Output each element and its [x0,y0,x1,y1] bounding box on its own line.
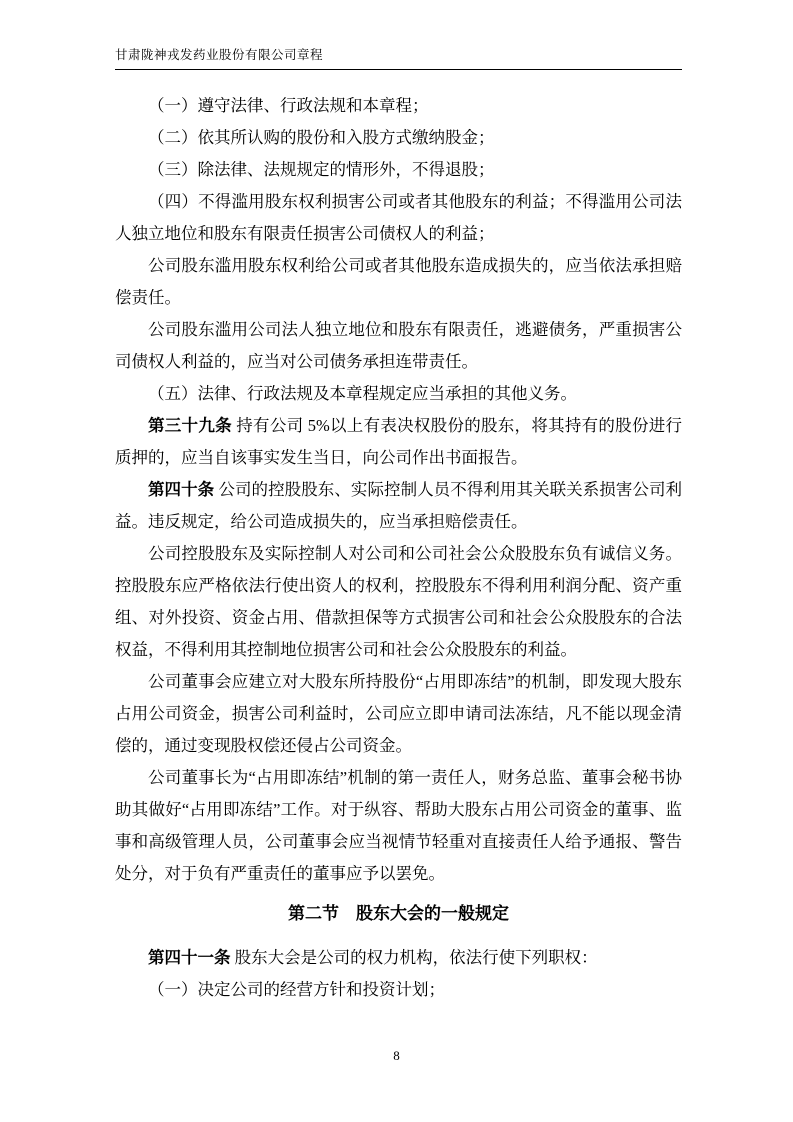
page-header [115,46,682,70]
paragraph: 第四十一条 股东大会是公司的权力机构，依法行使下列职权： [148,948,598,967]
paragraph: 公司控股股东及实际控制人对公司和公司社会公众股股东负有诚信义务。控股股东应严格依法行使出资人的权利，控股股东不得利用利润分配、资产重组、对外投资、资金占用、借款担保等方式损害公司和社会公众股股东的合法权益，不得利用其控制地位损害公司和社会公众股股东的利益。 [115,544,682,659]
paragraph: 公司董事长为“占用即冻结”机制的第一责任人，财务总监、董事会秘书协助其做好“占用即冻结”工作。对于纵容、帮助大股东占用公司资金的董事、监事和高级管理人员，公司董事会应当视情节轻重对直接责任人给予通报、警告处分，对于负有严重责任的董事应予以罢免。 [115,768,682,883]
paragraph: （五）法律、行政法规及本章程规定应当承担的其他义务。 [148,384,577,403]
paragraph: （一）遵守法律、行政法规和本章程； [148,96,429,115]
paragraph: 公司股东滥用股东权利给公司或者其他股东造成损失的，应当依法承担赔偿责任。 [115,256,682,307]
paragraph: （四）不得滥用股东权利损害公司或者其他股东的利益；不得滥用公司法人独立地位和股东有限责任损害公司债权人的利益； [115,192,682,243]
page-footer [0,1048,793,1064]
article-number: 第三十九条 [148,416,232,435]
page-number: 8 [393,1048,400,1063]
document-title: 甘肃陇神戎发药业股份有限公司章程 [115,48,324,62]
article-number: 第四十条 [148,480,215,499]
paragraph: （一）决定公司的经营方针和投资计划； [148,980,445,999]
paragraph: （二）依其所认购的股份和入股方式缴纳股金； [148,128,495,147]
article-number: 第四十一条 [148,948,231,967]
paragraph: 公司股东滥用公司法人独立地位和股东有限责任，逃避债务，严重损害公司债权人利益的，应当对公司债务承担连带责任。 [115,320,682,371]
paragraph: 公司董事会应建立对大股东所持股份“占用即冻结”的机制，即发现大股东占用公司资金，损害公司利益时，公司应立即申请司法冻结，凡不能以现金清偿的，通过变现股权偿还侵占公司资金。 [115,672,682,755]
paragraph: 第三十九条 持有公司 5%以上有表决权股份的股东，将其持有的股份进行质押的，应当自该事实发生当日，向公司作出书面报告。 [115,416,683,467]
document-body [115,90,682,1006]
section-heading: 第二节 股东大会的一般规定 [288,904,509,923]
paragraph: 第四十条 公司的控股股东、实际控制人员不得利用其关联关系损害公司利益。违反规定，给公司造成损失的，应当承担赔偿责任。 [115,480,682,531]
paragraph: （三）除法律、法规规定的情形外，不得退股； [148,160,495,179]
